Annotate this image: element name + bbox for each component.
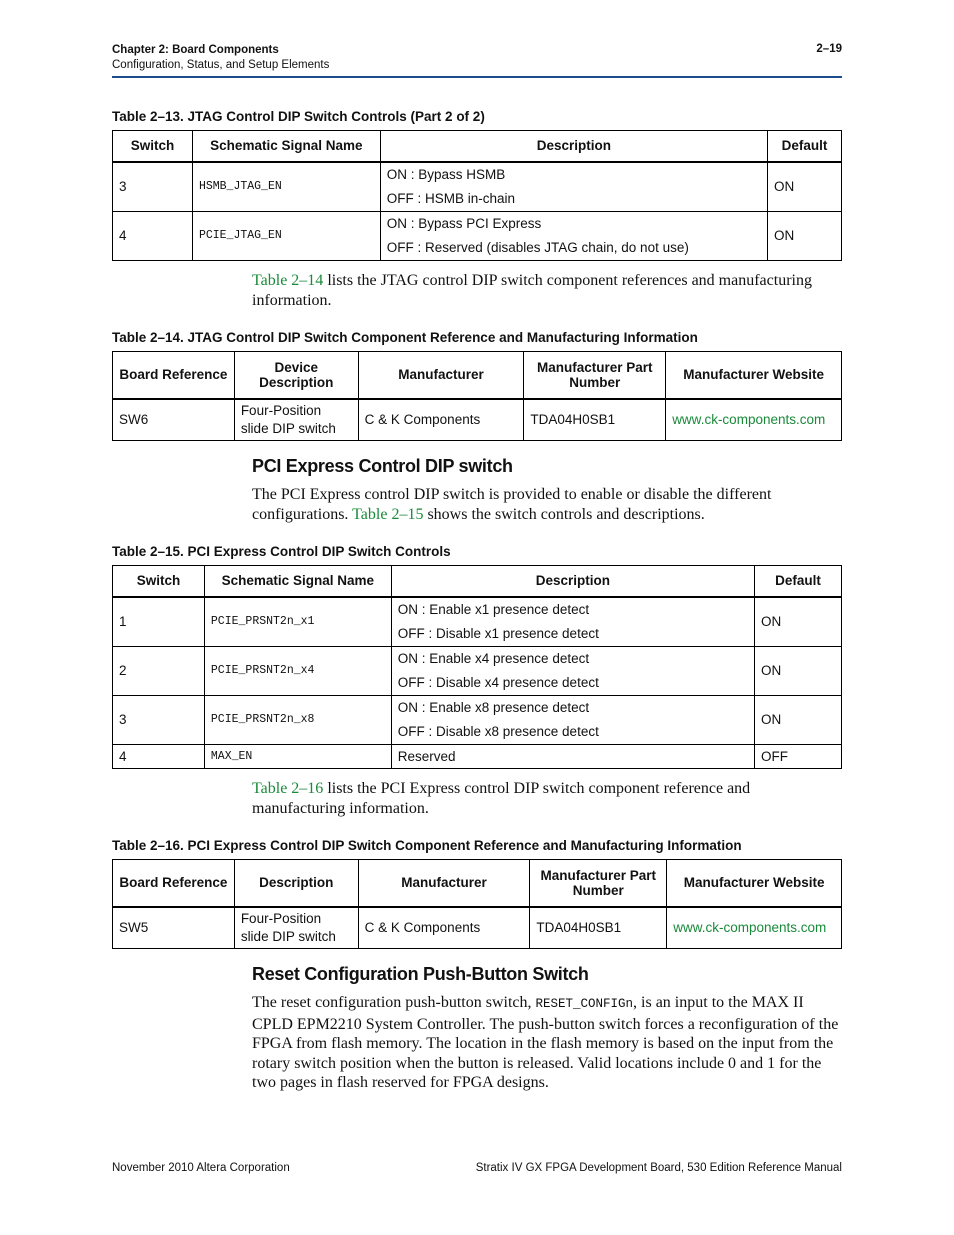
signal-cell: PCIE_PRSNT2n_x8 — [204, 695, 391, 744]
running-header — [112, 43, 329, 73]
switch-cell: 4 — [113, 744, 205, 768]
chapter-title: Chapter 2: Board Components — [112, 44, 279, 56]
page-number: 2–19 — [816, 43, 842, 55]
description-cell — [380, 162, 767, 212]
section-title: Configuration, Status, and Setup Elements — [112, 59, 330, 71]
default-cell: OFF — [755, 744, 842, 768]
paragraph-text: lists the JTAG control DIP switch component references and manufacturing information. — [252, 272, 812, 309]
default-cell: ON — [755, 646, 842, 695]
switch-cell: 3 — [113, 695, 205, 744]
description-off: OFF : Disable x1 presence detect — [397, 625, 599, 641]
manufacturer-cell: C & K Components — [358, 399, 524, 441]
table-header-row — [113, 860, 842, 907]
signal-cell: PCIE_PRSNT2n_x4 — [204, 646, 391, 695]
column-header: Description — [391, 566, 754, 597]
column-header: Default — [755, 566, 842, 597]
table-2-16-link[interactable]: Table 2–16 — [252, 780, 324, 797]
table-14 — [112, 351, 842, 441]
table-row — [113, 744, 842, 768]
switch-cell: 2 — [113, 646, 205, 695]
part-number-cell: TDA04H0SB1 — [530, 907, 667, 949]
default-cell: ON — [755, 695, 842, 744]
table-16-caption: Table 2–16. PCI Express Control DIP Switch Component Reference and Manufacturing Information — [112, 838, 742, 853]
description-off: OFF : Disable x4 presence detect — [397, 674, 599, 690]
description-off: OFF : Reserved (disables JTAG chain, do not use) — [386, 239, 689, 255]
paragraph-text: lists the PCI Express control DIP switch component reference and manufacturing information. — [252, 780, 751, 817]
signal-cell: HSMB_JTAG_EN — [192, 162, 380, 212]
signal-cell: PCIE_PRSNT2n_x1 — [204, 597, 391, 647]
device-description-cell: Four-Position slide DIP switch — [234, 399, 358, 441]
signal-cell: MAX_EN — [204, 744, 391, 768]
table-2-15-link[interactable]: Table 2–15 — [352, 505, 424, 523]
switch-cell: 3 — [113, 162, 193, 212]
table-row — [113, 211, 842, 260]
footer-right: Stratix IV GX FPGA Development Board, 530 Edition Reference Manual — [475, 1162, 842, 1174]
signal-name: RESET_CONFIGn — [535, 997, 634, 1011]
description-off: OFF : Disable x8 presence detect — [397, 723, 599, 739]
paragraph-text: , is an input to the MAX II CPLD EPM2210 System Controller. The push-button switch forces a reconfiguration of the FPGA from flash memory. The location in the flash memory is based on the input from the rotary switch position when the button is released. Valid locations include 0 and 1 for the two pages in flash reserved for FPGA designs. — [252, 994, 839, 1091]
column-header: Description — [234, 860, 358, 907]
table-16 — [112, 859, 842, 949]
paragraph-table-14-intro — [252, 271, 842, 310]
description-on: ON : Enable x8 presence detect — [397, 699, 590, 715]
column-header: Board Reference — [113, 860, 235, 907]
part-number-cell: TDA04H0SB1 — [524, 399, 666, 441]
table-15 — [112, 565, 842, 769]
table-row — [113, 907, 842, 949]
header-rule — [112, 76, 842, 78]
paragraph-pci-express — [252, 485, 842, 524]
column-header: Manufacturer Website — [667, 860, 842, 907]
default-cell: ON — [768, 162, 842, 212]
board-reference-cell: SW6 — [113, 399, 235, 441]
column-header: Manufacturer Part Number — [530, 860, 667, 907]
manufacturer-website-link[interactable]: www.ck-components.com — [666, 399, 842, 441]
table-header-row — [113, 131, 842, 162]
paragraph-text: shows the switch controls and descriptions. — [423, 505, 705, 523]
table-row — [113, 399, 842, 441]
table-row — [113, 695, 842, 744]
table-2-14-link[interactable]: Table 2–14 — [252, 272, 324, 289]
manufacturer-cell: C & K Components — [358, 907, 530, 949]
footer-left: November 2010 Altera Corporation — [112, 1162, 290, 1174]
column-header: Default — [768, 131, 842, 162]
table-header-row — [113, 566, 842, 597]
switch-cell: 1 — [113, 597, 205, 647]
signal-cell: PCIE_JTAG_EN — [192, 211, 380, 260]
section-heading-pci-express: PCI Express Control DIP switch — [252, 456, 513, 476]
paragraph-text: The reset configuration push-button switch, — [252, 994, 536, 1011]
description-on: ON : Enable x4 presence detect — [397, 650, 590, 666]
table-row — [113, 646, 842, 695]
table-row — [113, 597, 842, 647]
description-on: ON : Bypass PCI Express — [386, 215, 542, 231]
table-14-caption: Table 2–14. JTAG Control DIP Switch Component Reference and Manufacturing Information — [112, 330, 698, 345]
switch-cell: 4 — [113, 211, 193, 260]
paragraph-text: The PCI Express control DIP switch is provided to enable or disable the different configurations. — [252, 486, 772, 523]
table-header-row — [113, 352, 842, 399]
board-reference-cell: SW5 — [113, 907, 235, 949]
column-header: Schematic Signal Name — [192, 131, 380, 162]
description-off: OFF : HSMB in-chain — [386, 190, 515, 206]
section-heading-reset-configuration: Reset Configuration Push-Button Switch — [252, 964, 589, 984]
paragraph-reset-configuration — [252, 993, 842, 1093]
column-header: Manufacturer Website — [666, 352, 842, 399]
column-header: Schematic Signal Name — [204, 566, 391, 597]
description-on: ON : Bypass HSMB — [386, 166, 506, 182]
description-cell — [391, 695, 754, 744]
description-on: ON : Enable x1 presence detect — [397, 601, 590, 617]
column-header: Device Description — [234, 352, 358, 399]
description-cell: Reserved — [391, 744, 754, 768]
column-header: Switch — [113, 131, 193, 162]
column-header: Manufacturer — [358, 860, 530, 907]
column-header: Manufacturer — [358, 352, 524, 399]
table-13 — [112, 130, 842, 261]
table-13-caption: Table 2–13. JTAG Control DIP Switch Controls (Part 2 of 2) — [112, 109, 485, 124]
manufacturer-website-link[interactable]: www.ck-components.com — [667, 907, 842, 949]
paragraph-table-16-intro — [252, 779, 842, 818]
column-header: Board Reference — [113, 352, 235, 399]
description-cell — [380, 211, 767, 260]
default-cell: ON — [768, 211, 842, 260]
column-header: Description — [380, 131, 767, 162]
description-cell — [391, 597, 754, 647]
description-cell: Four-Position slide DIP switch — [234, 907, 358, 949]
default-cell: ON — [755, 597, 842, 647]
column-header: Switch — [113, 566, 205, 597]
table-15-caption: Table 2–15. PCI Express Control DIP Switch Controls — [112, 544, 451, 559]
table-row — [113, 162, 842, 212]
description-cell — [391, 646, 754, 695]
column-header: Manufacturer Part Number — [524, 352, 666, 399]
